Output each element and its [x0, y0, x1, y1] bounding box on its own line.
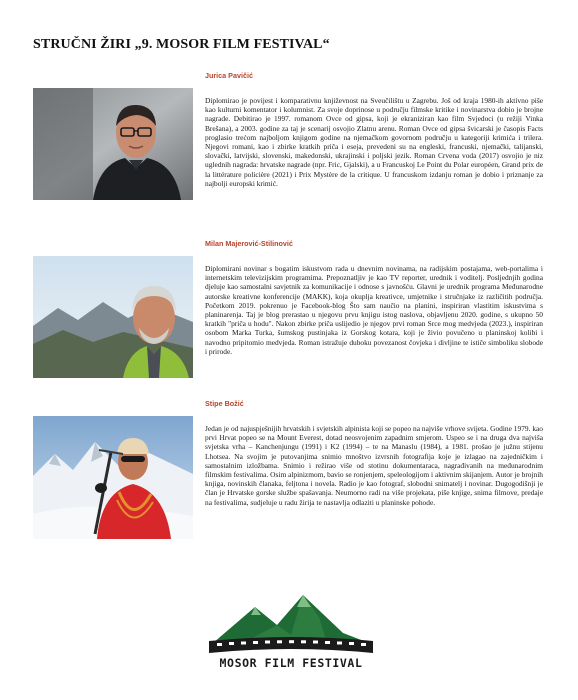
jury-bio: Diplomirani novinar s bogatim iskustvom rada u dnevnim novinama, na radijskim postajama, web-portalima i internetskim televizijskim programima. Prepoznatljiv je kao TV reporter, urednik i voditelj. Posljednjih godina djeluje kao samostalni savjetnik za komunikacije i odnose s javnošću. Glavni je urednik programa Međunarodne autorske kreativne konferencije (MAKK), koja okuplja kreativce, umjetnike i stručnjake iz različitih područja. Početkom 2019. pokrenuo je Facebook-blog Što sam naučio na planini, inspiriran vlastitim iskustvima s planinarenja. Taj je blog prerastao u njegovu prvu knjigu istog naslova, objavljenu 2020. godine, s ukupno 50 kratkih "priča u hodu". Nakon zbirke priča uslijedio je njegov prvi roman Srce mog medvjeda (2023.), inspiriran osobom Marka Turka, šumskog pustinjaka iz Gorskog kotara, koji je živio povučeno u planinskoj kolibi i navodno pripitomio medvjeda. Roman istražuje duboku povezanost čovjeka i divljine te ističe simboliku slobode i prirode. — [205, 264, 543, 356]
mountains-filmstrip-icon — [203, 593, 379, 655]
jury-name: Jurica Pavičić — [205, 71, 253, 80]
jury-member — [33, 239, 543, 379]
page-title: STRUČNI ŽIRI „9. MOSOR FILM FESTIVAL“ — [33, 37, 330, 52]
jury-bio: Diplomirao je povijest i komparativnu književnost na Sveučilištu u Zagrebu. Još od kraja 1980-ih aktivno piše kao kulturni komentator i kolumnist. Za svoje doprinose u području filmske kritike i novinarstva dobio je brojne nagrade. Debitirao je 1997. romanom Ovce od gipsa, koji je ekraniziran kao film Svjedoci (u režiji Vinka Brešana), a 2003. godine za taj je scenarij osvojio Zlatnu arenu. Roman Ovce od gipsa švicarski je časopis Facts proglasio trećom najboljom knjigom godine na njemačkom govornom području u kategoriji krimića i trilera. Njegovi romani, kao i zbirke kratkih priča i eseja, prevedeni su na engleski, francuski, njemački, talijanski, slovački, latvijski, slovenski, makedonski, ukrajinski i poljski jezik. Roman Crvena voda (2017) osvojio je niz uglednih nagrada: hrvatske nagrade (npr. Fric, Gjalski), a u Francuskoj Le Point du Polar européen, Grand prix de la littérature policière (2021) i Prix Mystère de la critique. U francuskom izdanju roman je dobio i priznanje za najbolji europski krimić. — [205, 96, 543, 188]
jury-name: Stipe Božić — [205, 399, 244, 408]
jury-photo — [33, 416, 193, 539]
portrait-image — [33, 88, 193, 200]
festival-logo — [203, 593, 379, 685]
jury-name: Milan Majerović-Stilinović — [205, 239, 293, 248]
portrait-image — [33, 416, 193, 539]
jury-bio: Jedan je od najuspješnijih hrvatskih i svjetskih alpinista koji se popeo na najviše vrhove svijeta. Godine 1979. kao prvi Hrvat popeo se na Mount Everest, dotad neosvojenim zapadnim smjerom. Uspeo se i na druga dva najviša svjetska vrha – Kanchenjungu (1991) i K2 (1994) – te na Manaslu (1984), a 1981. prošao je južnu stijenu Lhotsea. Na svojim je putovanjima snimio mnoštvo izvrsnih fotografija koje je izlagao na zajedničkim i samostalnim izložbama. Snimio i režirao više od stotinu dokumentaraca, nagrađivanih na međunarodnim filmskim festivalima. Osim alpinizmom, bavio se ronjenjem, speleologijom i aktivnim skijanjem. Autor je brojnih knjiga, novinskih članaka, feljtona i novela. Radio je kao fotograf, slobodni snimatelj i novinar. Dugogodišnji je član je Hrvatske gorske službe spašavanja. Neumorno radi na više projekata, piše knjige, snima filmove, predaje na festivalima, sudjeluje u radu žirija te nastavlja odlaziti u planinske pohode. — [205, 424, 543, 507]
portrait-image — [33, 256, 193, 378]
jury-photo — [33, 256, 193, 378]
jury-member — [33, 399, 543, 539]
logo-text: MOSOR FILM FESTIVAL — [219, 656, 363, 670]
jury-member — [33, 71, 543, 211]
jury-photo — [33, 88, 193, 200]
